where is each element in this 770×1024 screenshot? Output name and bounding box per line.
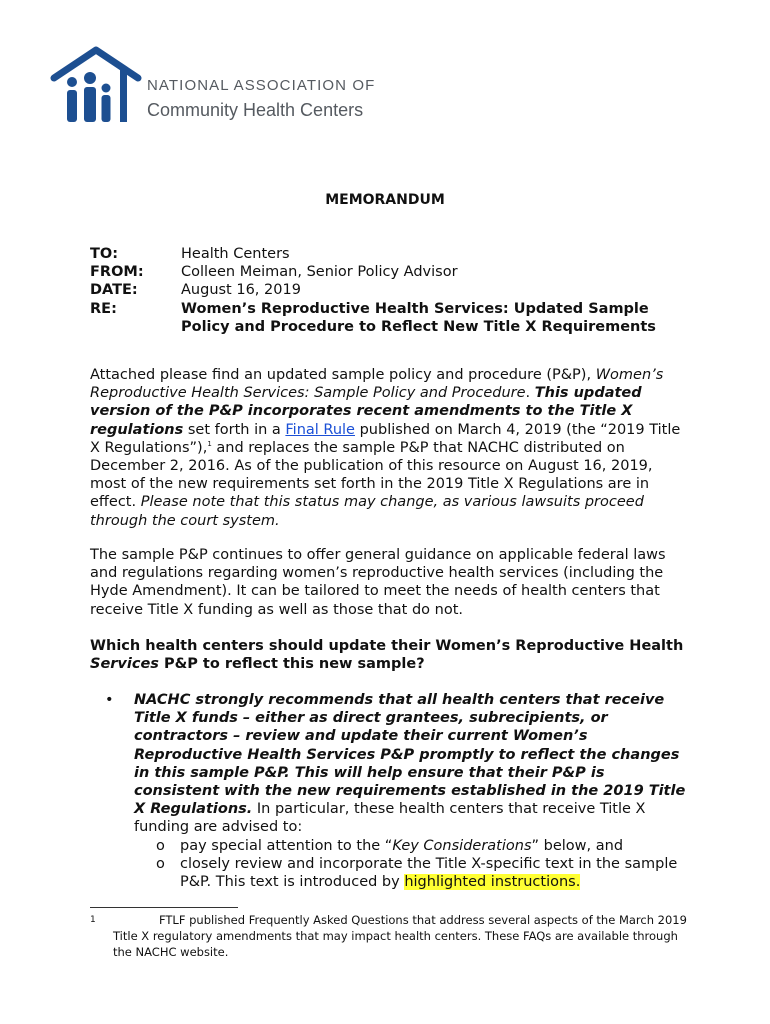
- sub-text: ” below, and: [531, 837, 624, 854]
- memo-header: [90, 245, 691, 336]
- p1-text: Attached please find an updated sample policy and procedure (P&P),: [90, 367, 596, 383]
- bullet-symbol: •: [105, 692, 114, 708]
- re-value: Women’s Reproductive Health Services: Updated Sample Policy and Procedure to Reflect New Title X Requirements: [181, 300, 656, 335]
- guidance-paragraph: The sample P&P continues to offer general guidance on applicable federal laws and regulations regarding women’s reproductive health services (including the Hyde Amendment). It can be tailored to meet the needs of health centers that receive Title X funding as well as those that do not.: [90, 547, 666, 618]
- memo-title: MEMORANDUM: [325, 192, 445, 208]
- intro-paragraph: [90, 366, 690, 530]
- footnote-ref[interactable]: 1: [207, 439, 212, 448]
- status-note: Please note that this status may change, as various lawsuits proceed through the court system.: [90, 494, 644, 529]
- sub-item: [134, 837, 690, 855]
- bullet-text: [134, 691, 690, 837]
- date-label: DATE:: [90, 282, 138, 299]
- p1-emphasis: This updated version of the P&P incorporates recent amendments to the: [90, 385, 642, 420]
- p1-text: published on March 4, 2019 (the “2019 Title X Regulations”),: [90, 421, 681, 456]
- footnote-number: 1: [90, 915, 96, 925]
- question-italic: Services: [90, 656, 159, 673]
- to-label: TO:: [90, 246, 119, 262]
- highlighted-instructions: highlighted instructions.: [404, 874, 581, 891]
- nachc-logo: [50, 44, 380, 128]
- footnote-text: FTLF published Frequently Asked Questions that address several aspects of the March 2019 Title X regulatory amendments that may impact health centers. These FAQs are available through the NACHC website.: [113, 913, 687, 959]
- from-value: Colleen Meiman, Senior Policy Advisor: [181, 264, 458, 281]
- p1-text: set forth in a: [183, 421, 286, 438]
- section-question: [90, 637, 690, 673]
- date-value: August 16, 2019: [181, 282, 301, 299]
- footnote: [90, 912, 690, 960]
- sub-text: closely review and incorporate the Title X-specific text in the sample P&P. This text is introduced by: [180, 855, 678, 891]
- sub-text: pay special attention to the “: [180, 837, 393, 854]
- org-name-line1: NATIONAL ASSOCIATION OF: [147, 77, 376, 94]
- bullet-rest: In particular, these health centers that receive Title X funding are advised to:: [134, 801, 646, 836]
- key-considerations: Key Considerations: [392, 837, 532, 854]
- p1-text: and replaces the sample P&P that NACHC distributed on December 2, 2016. As of the publication of this resource on August 16, 2019, most of the new requirements set forth in the 2019 Title X Regulations are in effect.: [90, 439, 653, 511]
- question-text: P&P to reflect this new sample?: [158, 656, 425, 673]
- sub-item: [134, 855, 690, 891]
- final-rule-link[interactable]: Final Rule: [285, 421, 355, 438]
- re-label: RE:: [90, 300, 117, 317]
- recommendation-bullet: [90, 691, 690, 891]
- title-x-regs: Title X regulations: [90, 403, 633, 438]
- house-family-icon: [50, 44, 142, 128]
- p1-text: .: [525, 385, 535, 402]
- question-text: Which health centers should update their Women’s Reproductive Health: [90, 638, 684, 654]
- sub-bullet-symbol: o: [156, 855, 165, 872]
- footnote-divider: [90, 907, 238, 908]
- from-label: FROM:: [90, 264, 144, 281]
- bullet-emphasis: NACHC strongly recommends that all health centers that receive Title X funds – either as direct grantees, subrecipients, or contractors – review and update their current Women’s Reproductive Health Services P&P promptly to reflect the changes in this sample P&P. This will help ensure that their P&P is consistent with the new requirements established in the 2019 Title X Regulations.: [134, 692, 686, 818]
- pp-title: Women’s Reproductive Health Services: Sample Policy and Procedure: [90, 367, 664, 402]
- org-name-line2: Community Health Centers: [147, 100, 364, 120]
- sub-bullet-symbol: o: [156, 837, 165, 854]
- to-value: Health Centers: [181, 246, 290, 262]
